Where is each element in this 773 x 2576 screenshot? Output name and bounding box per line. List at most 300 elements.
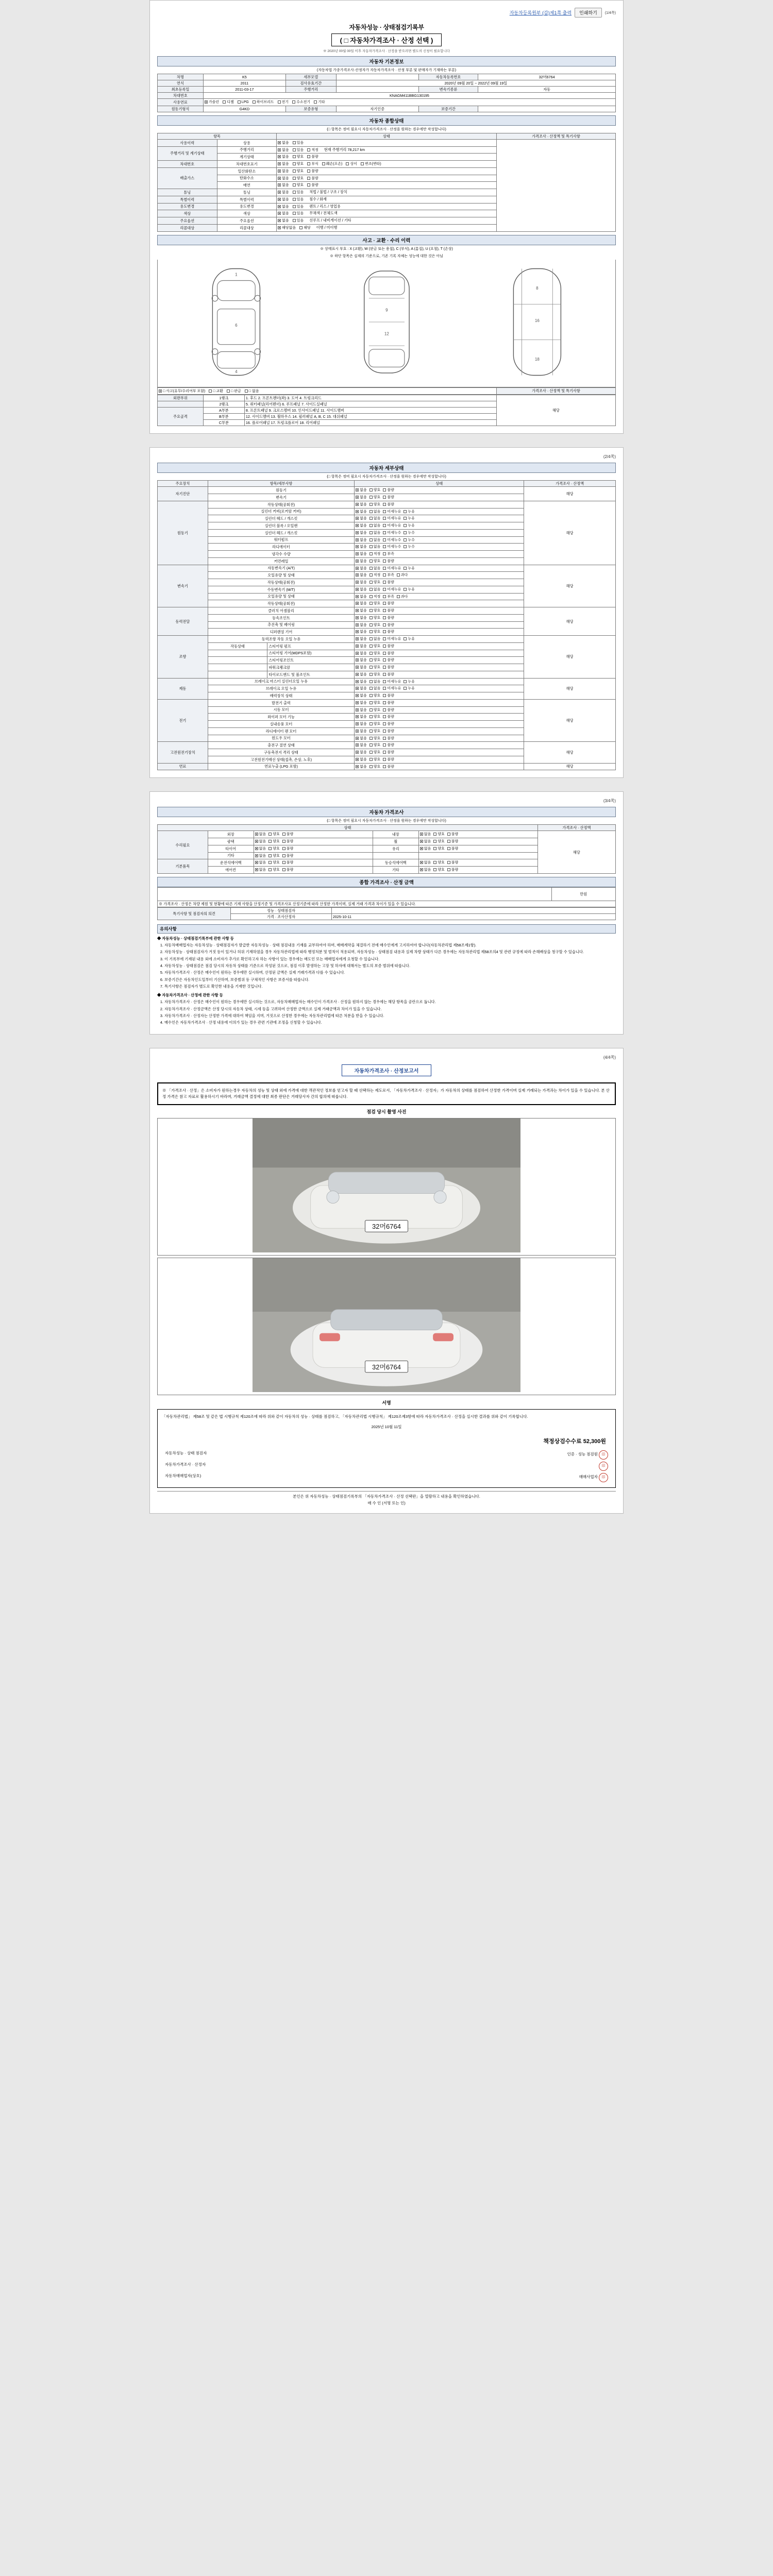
detail-1-6-opt-0[interactable]: 없음 <box>356 545 367 550</box>
detail-2-4-opt-2[interactable]: 부족 <box>383 595 394 600</box>
checkbox-icon[interactable] <box>255 833 258 836</box>
checkbox-icon[interactable] <box>404 517 407 520</box>
price-4-a-opt-2[interactable]: 불량 <box>282 861 294 866</box>
checkbox-icon[interactable] <box>369 645 373 648</box>
checkbox-icon[interactable] <box>278 148 281 151</box>
checkbox-icon[interactable] <box>356 545 359 548</box>
detail-3-1-opt-0[interactable]: 없음 <box>356 616 367 621</box>
detail-1-8-opt-2[interactable]: 불량 <box>383 560 394 564</box>
checkbox-icon[interactable] <box>433 861 436 864</box>
checkbox-icon[interactable] <box>383 694 386 697</box>
checkbox-icon[interactable] <box>383 496 386 499</box>
detail-6-2-opt-0[interactable]: 없음 <box>356 715 367 720</box>
checkbox-icon[interactable] <box>369 722 373 725</box>
detail-state-2-1[interactable] <box>355 572 524 579</box>
checkbox-icon[interactable] <box>383 673 386 676</box>
checkbox-icon[interactable] <box>346 162 349 165</box>
checkbox-icon[interactable] <box>253 100 256 104</box>
detail-2-0-opt-2[interactable]: 미세누유 <box>383 567 401 571</box>
detail-3-2-opt-0[interactable]: 없음 <box>356 623 367 628</box>
detail-3-0-opt-0[interactable]: 없음 <box>356 609 367 614</box>
detail-state-1-6[interactable] <box>355 544 524 551</box>
checkbox-icon[interactable] <box>383 701 386 704</box>
checkbox-icon[interactable] <box>383 510 386 513</box>
checkbox-icon[interactable] <box>383 595 386 598</box>
detail-1-8-opt-1[interactable]: 양호 <box>369 560 381 564</box>
detail-1-2-opt-1[interactable]: 없음 <box>369 517 381 521</box>
checkbox-icon[interactable] <box>369 687 373 690</box>
checkbox-icon[interactable] <box>369 560 373 563</box>
detail-4-4-opt-1[interactable]: 양호 <box>369 666 381 670</box>
detail-4-3-opt-0[interactable]: 없음 <box>356 658 367 663</box>
detail-6-3-opt-0[interactable]: 없음 <box>356 722 367 727</box>
detail-6-4-opt-2[interactable]: 불량 <box>383 730 394 734</box>
checkbox-icon[interactable] <box>383 552 386 555</box>
checkbox-icon[interactable] <box>369 630 373 633</box>
checkbox-icon[interactable] <box>447 861 450 864</box>
checkbox-icon[interactable] <box>404 510 407 513</box>
checkbox-icon[interactable] <box>383 517 386 520</box>
detail-0-1-opt-1[interactable]: 양호 <box>369 496 381 500</box>
checkbox-icon[interactable] <box>356 722 359 725</box>
checkbox-icon[interactable] <box>278 162 281 165</box>
checkbox-icon[interactable] <box>356 496 359 499</box>
checkbox-icon[interactable] <box>356 552 359 555</box>
detail-1-3-opt-2[interactable]: 미세누유 <box>383 524 401 529</box>
accident-legend[interactable]: □ 사고(유무/수리여부 포함) □ 교환 □ 판금 □ 없음 <box>158 387 497 395</box>
checkbox-icon[interactable] <box>369 658 373 662</box>
detail-1-0-opt-1[interactable]: 양호 <box>369 503 381 507</box>
checkbox-icon[interactable] <box>356 680 359 683</box>
cond-state-hc[interactable]: 없음 양호 불량 <box>277 175 497 182</box>
checkbox-icon[interactable] <box>307 148 310 151</box>
detail-2-5-opt-2[interactable]: 불량 <box>383 602 394 606</box>
detail-0-0-opt-1[interactable]: 양호 <box>369 488 381 493</box>
checkbox-icon[interactable] <box>278 191 281 194</box>
checkbox-icon[interactable] <box>383 765 386 768</box>
checkbox-icon[interactable] <box>369 510 373 513</box>
price-1-a-opt-2[interactable]: 불량 <box>282 840 294 844</box>
price-4-a-opt-1[interactable]: 양호 <box>268 861 280 866</box>
price-state-1-b[interactable] <box>418 838 537 845</box>
detail-5-0-opt-0[interactable]: 없음 <box>356 680 367 685</box>
detail-2-3-opt-3[interactable]: 누유 <box>404 588 415 592</box>
checkbox-icon[interactable] <box>383 609 386 612</box>
checkbox-icon[interactable] <box>356 595 359 598</box>
detail-state-2-0[interactable] <box>355 565 524 572</box>
checkbox-icon[interactable] <box>420 833 423 836</box>
detail-state-0-0[interactable] <box>355 487 524 494</box>
checkbox-icon[interactable] <box>255 868 258 871</box>
detail-state-6-1[interactable] <box>355 706 524 714</box>
checkbox-icon[interactable] <box>278 177 281 180</box>
detail-1-8-opt-0[interactable]: 없음 <box>356 560 367 564</box>
detail-2-4-opt-1[interactable]: 적정 <box>369 595 381 600</box>
checkbox-icon[interactable] <box>383 545 386 548</box>
checkbox-icon[interactable] <box>293 155 296 158</box>
checkbox-icon[interactable] <box>159 389 162 393</box>
checkbox-icon[interactable] <box>278 212 281 215</box>
detail-2-1-opt-0[interactable]: 없음 <box>356 573 367 578</box>
detail-6-2-opt-1[interactable]: 양호 <box>369 715 381 720</box>
detail-state-6-4[interactable] <box>355 727 524 735</box>
cond-state-mileage[interactable]: 없음 있음 적정 현재 주행거리 78,217 km <box>277 146 497 154</box>
checkbox-icon[interactable] <box>383 560 386 563</box>
detail-7-2-opt-1[interactable]: 양호 <box>369 758 381 762</box>
detail-4-0-opt-2[interactable]: 미세누유 <box>383 637 401 642</box>
detail-1-4-opt-1[interactable]: 없음 <box>369 531 381 536</box>
detail-6-0-opt-2[interactable]: 불량 <box>383 701 394 706</box>
detail-4-0-opt-3[interactable]: 누유 <box>404 637 415 642</box>
checkbox-icon[interactable] <box>369 666 373 669</box>
checkbox-icon[interactable] <box>356 560 359 563</box>
price-2-b-opt-1[interactable]: 양호 <box>433 847 445 852</box>
checkbox-icon[interactable] <box>356 609 359 612</box>
detail-5-1-opt-0[interactable]: 없음 <box>356 687 367 691</box>
detail-6-1-opt-1[interactable]: 양호 <box>369 708 381 713</box>
price-4-b-opt-1[interactable]: 양호 <box>433 861 445 866</box>
detail-5-1-opt-2[interactable]: 미세누유 <box>383 687 401 691</box>
detail-1-2-opt-2[interactable]: 미세누유 <box>383 517 401 521</box>
checkbox-icon[interactable] <box>369 730 373 733</box>
checkbox-icon[interactable] <box>293 162 296 165</box>
checkbox-icon[interactable] <box>369 517 373 520</box>
price-5-a-opt-2[interactable]: 불량 <box>282 868 294 873</box>
checkbox-icon[interactable] <box>383 743 386 747</box>
cond-state-vin[interactable]: 없음 양호 부식 훼손(오손) 상이 변조(변타) <box>277 161 497 168</box>
detail-6-5-opt-0[interactable]: 없음 <box>356 737 367 741</box>
checkbox-icon[interactable] <box>447 833 450 836</box>
checkbox-icon[interactable] <box>369 581 373 584</box>
checkbox-icon[interactable] <box>369 538 373 541</box>
checkbox-icon[interactable] <box>369 737 373 740</box>
detail-state-6-0[interactable] <box>355 699 524 706</box>
detail-8-0-opt-0[interactable]: 없음 <box>356 765 367 770</box>
price-2-a-opt-0[interactable]: 없음 <box>255 847 266 852</box>
detail-1-4-opt-0[interactable]: 없음 <box>356 531 367 536</box>
checkbox-icon[interactable] <box>369 694 373 697</box>
checkbox-icon[interactable] <box>369 708 373 711</box>
detail-state-1-5[interactable] <box>355 536 524 544</box>
checkbox-icon[interactable] <box>369 567 373 570</box>
checkbox-icon[interactable] <box>361 162 364 165</box>
detail-state-0-1[interactable] <box>355 494 524 501</box>
checkbox-icon[interactable] <box>383 730 386 733</box>
detail-state-8-0[interactable] <box>355 763 524 770</box>
detail-state-5-0[interactable] <box>355 678 524 685</box>
checkbox-icon[interactable] <box>369 595 373 598</box>
checkbox-icon[interactable] <box>293 177 296 180</box>
price-4-b-opt-2[interactable]: 불량 <box>447 861 459 866</box>
price-3-a-opt-1[interactable]: 양호 <box>268 854 280 859</box>
checkbox-icon[interactable] <box>420 861 423 864</box>
detail-6-5-opt-2[interactable]: 불량 <box>383 737 394 741</box>
checkbox-icon[interactable] <box>420 847 423 850</box>
detail-1-3-opt-0[interactable]: 없음 <box>356 524 367 529</box>
detail-state-2-3[interactable] <box>355 586 524 593</box>
checkbox-icon[interactable] <box>268 833 272 836</box>
detail-state-4-3[interactable] <box>355 657 524 664</box>
checkbox-icon[interactable] <box>356 503 359 506</box>
checkbox-icon[interactable] <box>369 616 373 619</box>
checkbox-icon[interactable] <box>255 840 258 843</box>
detail-7-2-opt-0[interactable]: 없음 <box>356 758 367 762</box>
checkbox-icon[interactable] <box>209 389 212 393</box>
detail-1-4-opt-3[interactable]: 누수 <box>404 531 415 536</box>
detail-4-2-opt-0[interactable]: 없음 <box>356 652 367 656</box>
detail-1-4-opt-2[interactable]: 미세누수 <box>383 531 401 536</box>
checkbox-icon[interactable] <box>383 581 386 584</box>
detail-2-4-opt-0[interactable]: 없음 <box>356 595 367 600</box>
detail-2-2-opt-1[interactable]: 양호 <box>369 581 381 585</box>
cond-state-tuning[interactable]: 없음 있음 적법 / 불법 / 구조 / 장치 <box>277 189 497 196</box>
checkbox-icon[interactable] <box>447 847 450 850</box>
checkbox-icon[interactable] <box>383 630 386 633</box>
checkbox-icon[interactable] <box>356 715 359 718</box>
checkbox-icon[interactable] <box>268 847 272 850</box>
checkbox-icon[interactable] <box>314 100 317 104</box>
checkbox-icon[interactable] <box>356 488 359 492</box>
checkbox-icon[interactable] <box>404 637 407 640</box>
detail-state-4-2[interactable] <box>355 650 524 657</box>
detail-7-2-opt-2[interactable]: 불량 <box>383 758 394 762</box>
detail-6-1-opt-0[interactable]: 없음 <box>356 708 367 713</box>
checkbox-icon[interactable] <box>268 840 272 843</box>
checkbox-icon[interactable] <box>356 666 359 669</box>
checkbox-icon[interactable] <box>397 573 400 577</box>
detail-5-0-opt-1[interactable]: 없음 <box>369 680 381 685</box>
detail-3-1-opt-2[interactable]: 불량 <box>383 616 394 621</box>
checkbox-icon[interactable] <box>278 155 281 158</box>
checkbox-icon[interactable] <box>369 680 373 683</box>
checkbox-icon[interactable] <box>369 573 373 577</box>
detail-2-3-opt-0[interactable]: 없음 <box>356 588 367 592</box>
checkbox-icon[interactable] <box>404 524 407 527</box>
checkbox-icon[interactable] <box>356 567 359 570</box>
checkbox-icon[interactable] <box>383 645 386 648</box>
price-state-4-a[interactable] <box>254 859 373 867</box>
checkbox-icon[interactable] <box>383 524 386 527</box>
detail-0-0-opt-2[interactable]: 불량 <box>383 488 394 493</box>
price-state-0-b[interactable] <box>418 831 537 838</box>
cond-state-usage[interactable]: 없음 있음 <box>277 139 497 146</box>
checkbox-icon[interactable] <box>369 751 373 754</box>
price-5-a-opt-1[interactable]: 양호 <box>268 868 280 873</box>
checkbox-icon[interactable] <box>433 840 436 843</box>
detail-1-5-opt-0[interactable]: 없음 <box>356 538 367 543</box>
price-state-3-a[interactable] <box>254 852 373 859</box>
checkbox-icon[interactable] <box>369 715 373 718</box>
price-5-b-opt-0[interactable]: 없음 <box>420 868 431 873</box>
checkbox-icon[interactable] <box>293 191 296 194</box>
detail-1-7-opt-2[interactable]: 부족 <box>383 552 394 557</box>
checkbox-icon[interactable] <box>307 170 310 173</box>
checkbox-icon[interactable] <box>223 100 226 104</box>
checkbox-icon[interactable] <box>356 588 359 591</box>
checkbox-icon[interactable] <box>383 623 386 626</box>
detail-state-1-8[interactable] <box>355 557 524 565</box>
checkbox-icon[interactable] <box>356 652 359 655</box>
detail-1-3-opt-1[interactable]: 없음 <box>369 524 381 529</box>
checkbox-icon[interactable] <box>404 687 407 690</box>
detail-1-1-opt-2[interactable]: 미세누유 <box>383 510 401 515</box>
price-4-a-opt-0[interactable]: 없음 <box>255 861 266 866</box>
checkbox-icon[interactable] <box>268 868 272 871</box>
detail-0-1-opt-2[interactable]: 불량 <box>383 496 394 500</box>
detail-1-6-opt-2[interactable]: 미세누수 <box>383 545 401 550</box>
checkbox-icon[interactable] <box>293 148 296 151</box>
detail-4-5-opt-1[interactable]: 양호 <box>369 673 381 677</box>
detail-state-2-2[interactable] <box>355 579 524 586</box>
checkbox-icon[interactable] <box>404 531 407 534</box>
detail-state-1-4[interactable] <box>355 529 524 536</box>
checkbox-icon[interactable] <box>369 673 373 676</box>
checkbox-icon[interactable] <box>383 658 386 662</box>
detail-6-4-opt-1[interactable]: 양호 <box>369 730 381 734</box>
checkbox-icon[interactable] <box>447 840 450 843</box>
checkbox-icon[interactable] <box>356 524 359 527</box>
checkbox-icon[interactable] <box>245 389 248 393</box>
checkbox-icon[interactable] <box>383 573 386 577</box>
checkbox-icon[interactable] <box>369 637 373 640</box>
checkbox-icon[interactable] <box>356 658 359 662</box>
checkbox-icon[interactable] <box>356 623 359 626</box>
checkbox-icon[interactable] <box>356 602 359 605</box>
detail-3-3-opt-1[interactable]: 양호 <box>369 630 381 635</box>
checkbox-icon[interactable] <box>383 531 386 534</box>
checkbox-icon[interactable] <box>404 538 407 541</box>
detail-7-1-opt-2[interactable]: 불량 <box>383 751 394 755</box>
detail-4-3-opt-1[interactable]: 양호 <box>369 658 381 663</box>
checkbox-icon[interactable] <box>356 573 359 577</box>
cond-state-special[interactable]: 없음 있음 침수 / 화재 <box>277 196 497 203</box>
price-0-b-opt-0[interactable]: 없음 <box>420 833 431 837</box>
checkbox-icon[interactable] <box>255 861 258 864</box>
price-3-a-opt-0[interactable]: 없음 <box>255 854 266 859</box>
detail-6-3-opt-1[interactable]: 양호 <box>369 722 381 727</box>
detail-2-1-opt-2[interactable]: 부족 <box>383 573 394 578</box>
price-5-a-opt-0[interactable]: 없음 <box>255 868 266 873</box>
fuel-options[interactable] <box>203 99 615 106</box>
checkbox-icon[interactable] <box>369 609 373 612</box>
price-0-a-opt-2[interactable]: 불량 <box>282 833 294 837</box>
detail-6-3-opt-2[interactable]: 불량 <box>383 722 394 727</box>
cond-state-co[interactable]: 없음 양호 불량 <box>277 167 497 175</box>
detail-6-5-opt-1[interactable]: 양호 <box>369 737 381 741</box>
detail-0-0-opt-0[interactable]: 없음 <box>356 488 367 493</box>
checkbox-icon[interactable] <box>404 567 407 570</box>
checkbox-icon[interactable] <box>383 602 386 605</box>
checkbox-icon[interactable] <box>369 545 373 548</box>
checkbox-icon[interactable] <box>282 854 285 857</box>
detail-1-5-opt-2[interactable]: 미세누수 <box>383 538 401 543</box>
cond-state-options[interactable]: 없음 있음 선루프 / 내비게이션 / 기타 <box>277 217 497 225</box>
detail-state-7-1[interactable] <box>355 749 524 756</box>
detail-state-7-0[interactable] <box>355 742 524 749</box>
checkbox-icon[interactable] <box>293 205 296 208</box>
price-2-a-opt-1[interactable]: 양호 <box>268 847 280 852</box>
detail-2-0-opt-1[interactable]: 없음 <box>369 567 381 571</box>
checkbox-icon[interactable] <box>282 868 285 871</box>
detail-state-6-3[interactable] <box>355 721 524 728</box>
checkbox-icon[interactable] <box>268 861 272 864</box>
detail-2-2-opt-2[interactable]: 불량 <box>383 581 394 585</box>
detail-5-1-opt-3[interactable]: 누유 <box>404 687 415 691</box>
detail-5-1-opt-1[interactable]: 없음 <box>369 687 381 691</box>
detail-1-1-opt-3[interactable]: 누유 <box>404 510 415 515</box>
detail-3-2-opt-1[interactable]: 양호 <box>369 623 381 628</box>
checkbox-icon[interactable] <box>205 100 208 104</box>
checkbox-icon[interactable] <box>383 666 386 669</box>
detail-1-3-opt-3[interactable]: 누유 <box>404 524 415 529</box>
detail-2-0-opt-0[interactable]: 없음 <box>356 567 367 571</box>
checkbox-icon[interactable] <box>356 694 359 697</box>
checkbox-icon[interactable] <box>433 868 436 871</box>
price-state-5-a[interactable] <box>254 867 373 874</box>
checkbox-icon[interactable] <box>383 708 386 711</box>
detail-state-1-3[interactable] <box>355 522 524 530</box>
cond-state-smoke[interactable]: 없음 양호 불량 <box>277 182 497 189</box>
checkbox-icon[interactable] <box>356 616 359 619</box>
detail-6-0-opt-0[interactable]: 없음 <box>356 701 367 706</box>
detail-state-3-2[interactable] <box>355 621 524 629</box>
checkbox-icon[interactable] <box>238 100 241 104</box>
checkbox-icon[interactable] <box>369 652 373 655</box>
checkbox-icon[interactable] <box>227 389 230 393</box>
detail-4-4-opt-2[interactable]: 불량 <box>383 666 394 670</box>
price-5-b-opt-1[interactable]: 양호 <box>433 868 445 873</box>
detail-3-0-opt-1[interactable]: 양호 <box>369 609 381 614</box>
detail-1-0-opt-0[interactable]: 없음 <box>356 503 367 507</box>
detail-5-2-opt-2[interactable]: 불량 <box>383 694 394 699</box>
detail-state-1-0[interactable] <box>355 501 524 508</box>
price-1-b-opt-1[interactable]: 양호 <box>433 840 445 844</box>
detail-state-3-1[interactable] <box>355 614 524 621</box>
checkbox-icon[interactable] <box>356 538 359 541</box>
checkbox-icon[interactable] <box>293 170 296 173</box>
checkbox-icon[interactable] <box>369 602 373 605</box>
checkbox-icon[interactable] <box>356 645 359 648</box>
checkbox-icon[interactable] <box>356 581 359 584</box>
detail-6-1-opt-2[interactable]: 불량 <box>383 708 394 713</box>
checkbox-icon[interactable] <box>383 538 386 541</box>
print-button[interactable]: 인쇄하기 <box>575 8 602 18</box>
checkbox-icon[interactable] <box>383 567 386 570</box>
checkbox-icon[interactable] <box>369 531 373 534</box>
detail-4-1-opt-1[interactable]: 양호 <box>369 645 381 649</box>
checkbox-icon[interactable] <box>282 833 285 836</box>
detail-2-2-opt-0[interactable]: 없음 <box>356 581 367 585</box>
checkbox-icon[interactable] <box>356 637 359 640</box>
checkbox-icon[interactable] <box>282 840 285 843</box>
detail-4-5-opt-0[interactable]: 없음 <box>356 673 367 677</box>
cond-state-usechange[interactable]: 없음 있음 렌트 / 리스 / 영업용 <box>277 203 497 210</box>
checkbox-icon[interactable] <box>369 552 373 555</box>
detail-state-6-5[interactable] <box>355 735 524 742</box>
price-1-a-opt-1[interactable]: 양호 <box>268 840 280 844</box>
detail-1-1-opt-0[interactable]: 없음 <box>356 510 367 515</box>
detail-4-1-opt-0[interactable]: 없음 <box>356 645 367 649</box>
detail-state-6-2[interactable] <box>355 714 524 721</box>
detail-4-3-opt-2[interactable]: 불량 <box>383 658 394 663</box>
checkbox-icon[interactable] <box>369 623 373 626</box>
detail-1-7-opt-0[interactable]: 없음 <box>356 552 367 557</box>
detail-1-7-opt-1[interactable]: 적정 <box>369 552 381 557</box>
checkbox-icon[interactable] <box>268 854 272 857</box>
detail-1-6-opt-3[interactable]: 누수 <box>404 545 415 550</box>
price-state-1-a[interactable] <box>254 838 373 845</box>
sign-value-inspector[interactable] <box>331 907 615 913</box>
